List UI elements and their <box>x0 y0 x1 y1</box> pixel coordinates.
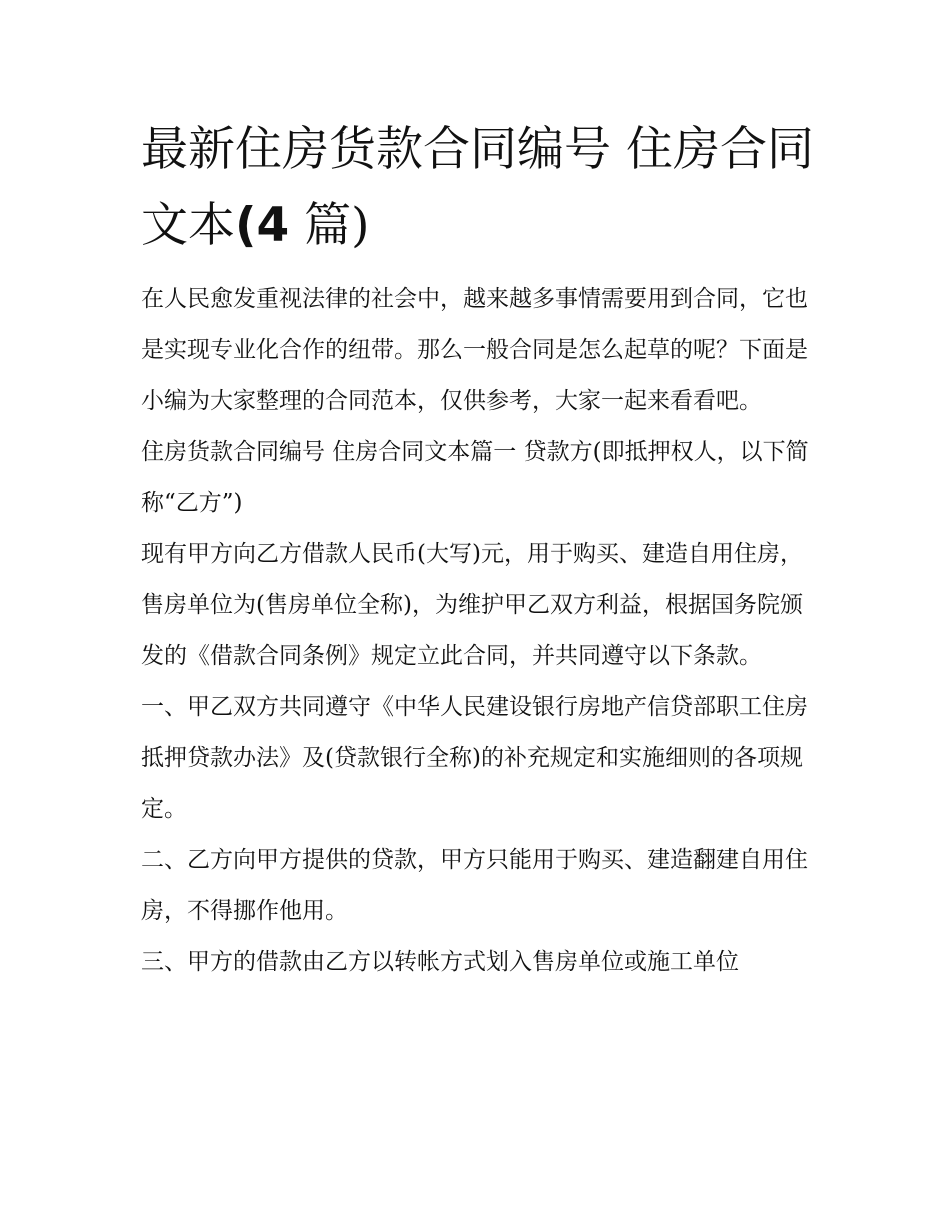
title-text: 最新住房货款合同编号 住房合同文本 <box>141 122 814 253</box>
document-title <box>141 112 816 264</box>
document-body <box>141 274 816 988</box>
clause-two-paragraph: 二、乙方向甲方提供的贷款，甲方只能用于购买、建造翻建自用住房，不得挪作他用。 <box>141 847 808 924</box>
title-count: (4 <box>235 198 290 253</box>
intro-paragraph: 在人民愈发重视法律的社会中，越来越多事情需要用到合同，它也是实现专业化合作的纽带。那么一般合同是怎么起草的呢？下面是小编为大家整理的合同范本，仅供参考，大家一起来看看吧。 <box>141 286 808 414</box>
clause-one-paragraph: 一、甲乙双方共同遵守《中华人民建设银行房地产信贷部职工住房抵押贷款办法》及(贷款银行全称)的补充规定和实施细则的各项规定。 <box>141 694 808 822</box>
section-heading-paragraph: 住房货款合同编号 住房合同文本篇一 贷款方(即抵押权人，以下简称“乙方”) <box>141 439 809 516</box>
title-suffix: 篇) <box>289 198 370 253</box>
loan-paragraph: 现有甲方向乙方借款人民币(大写)元，用于购买、建造自用住房，售房单位为(售房单位全称)，为维护甲乙双方利益，根据国务院颁发的《借款合同条例》规定立此合同，并共同遵守以下条款。 <box>141 541 803 669</box>
document-content <box>141 112 816 988</box>
clause-three-paragraph: 三、甲方的借款由乙方以转帐方式划入售房单位或施工单位 <box>141 949 739 975</box>
